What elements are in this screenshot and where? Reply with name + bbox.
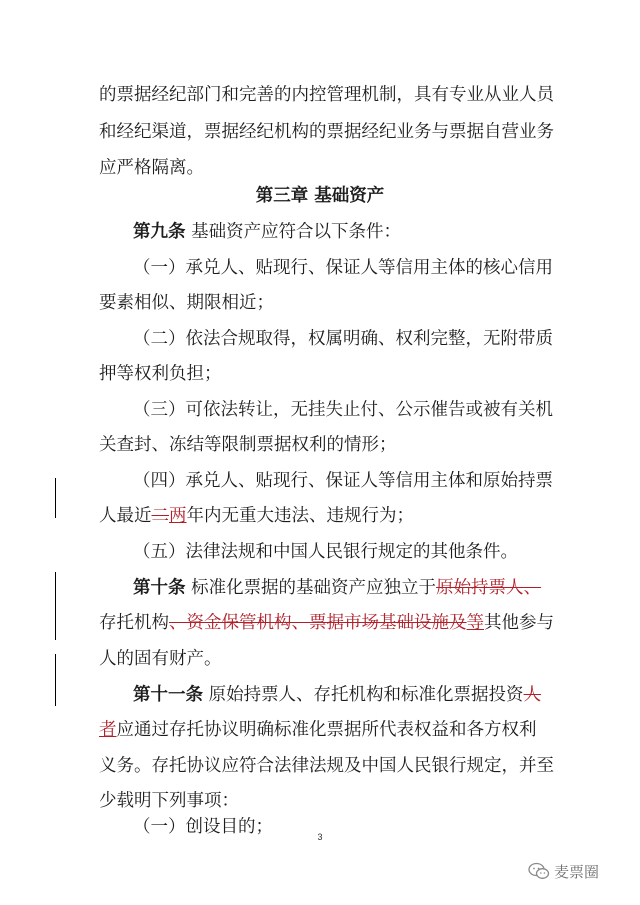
- inserted-text: 者: [99, 720, 117, 740]
- change-bar: [55, 572, 56, 640]
- item-line: （五）法律法规和中国人民银行规定的其他条件。: [133, 542, 518, 562]
- deleted-text: 人: [523, 685, 542, 705]
- article-11-line: 第十一条 原始持票人、存托机构和标准化票据投资人: [133, 685, 542, 705]
- inserted-text: 两: [169, 506, 187, 526]
- watermark-text: 麦票圈: [554, 862, 600, 881]
- change-bar: [55, 654, 56, 706]
- item-line: 关查封、冻结等限制票据权利的情形；: [99, 435, 397, 455]
- item-line: 人最近二两年内无重大违法、违规行为；: [99, 506, 414, 526]
- paragraph-line: 的票据经纪部门和完善的内控管理机制，具有专业从业人员: [99, 85, 554, 105]
- item-line: 押等权利负担；: [99, 364, 222, 384]
- item-line: 要素相似、期限相近；: [99, 293, 274, 313]
- paragraph-line: 应严格隔离。: [99, 158, 204, 178]
- paragraph-line: 和经纪渠道，票据经纪机构的票据经纪业务与票据自营业务: [99, 122, 554, 142]
- deleted-text: 原始持票人、: [436, 578, 542, 598]
- item-line: （二）依法合规取得，权属明确、权利完整，无附带质: [133, 329, 553, 349]
- paragraph-line: 人的固有财产。: [99, 649, 222, 669]
- article-9-line: 第九条 基础资产应符合以下条件：: [133, 222, 402, 242]
- chapter-heading: 第三章 基础资产: [255, 186, 385, 206]
- deleted-text: 、资金保管机构、票据市场基础设施及: [169, 613, 467, 633]
- item-line: （三）可依法转让，无挂失止付、公示催告或被有关机: [133, 400, 553, 420]
- item-line: （一）承兑人、贴现行、保证人等信用主体的核心信用: [133, 258, 553, 278]
- deleted-text: 二: [151, 506, 169, 526]
- article-11-title: 第十一条: [133, 685, 203, 705]
- item-line: （一）创设目的；: [133, 817, 273, 837]
- change-bar: [55, 478, 56, 518]
- watermark: [528, 860, 599, 882]
- inserted-text: 等: [466, 613, 484, 633]
- paragraph-line: 义务。存托协议应符合法律法规及中国人民银行规定，并至: [99, 756, 554, 776]
- wechat-icon: [528, 862, 550, 880]
- paragraph-line: 者应通过存托协议明确标准化票据所代表权益和各方权利: [99, 720, 537, 740]
- article-10-line: 第十条 标准化票据的基础资产应独立于原始持票人、: [133, 578, 542, 598]
- paragraph-line: 少载明下列事项：: [99, 791, 239, 811]
- article-9-title: 第九条: [133, 222, 186, 242]
- paragraph-line: 存托机构、资金保管机构、票据市场基础设施及等其他参与: [99, 613, 554, 633]
- article-10-title: 第十条: [133, 578, 186, 598]
- item-line: （四）承兑人、贴现行、保证人等信用主体和原始持票: [133, 471, 553, 491]
- page-number: 3: [317, 832, 323, 842]
